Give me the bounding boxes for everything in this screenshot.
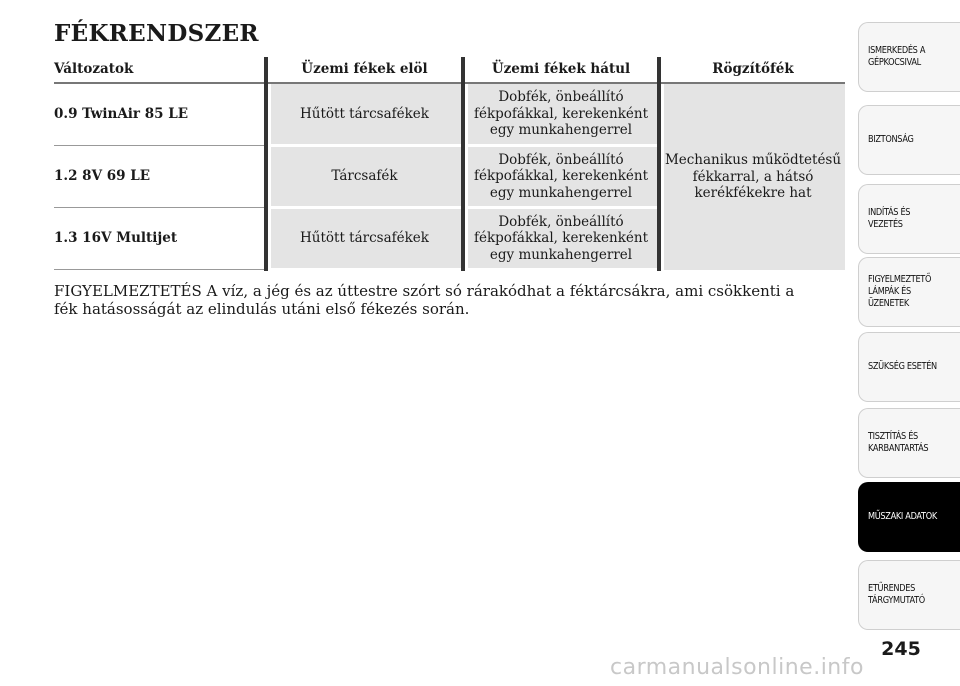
tab-label: TISZTÍTÁS ÉS KARBANTARTÁS [868,431,929,454]
rear-brake-cell: Dobfék, önbeállító fékpofákkal, kerekenként egy munkahengerrel [463,208,659,270]
tab-targymutato[interactable] [858,560,960,630]
rear-brake-cell: Dobfék, önbeállító fékpofákkal, kerekenként egy munkahengerrel [463,146,659,208]
model-cell: 1.3 16V Multijet [54,208,266,270]
parking-brake-cell: Mechanikus működtetésű fékkarral, a hátsó kerékfékekre hat [659,83,845,270]
tab-biztonsag[interactable] [858,105,960,175]
tab-muszaki-adatok[interactable] [858,482,960,552]
tab-tisztitas[interactable] [858,408,960,478]
table-row [54,83,845,146]
header-rear-brakes: Üzemi fékek hátul [463,57,659,83]
tab-label: FIGYELMEZTETŐ LÁMPÁK ÉS ÜZENETEK [868,274,932,309]
tab-label: BIZTONSÁG [868,134,914,145]
front-brake-cell: Hűtött tárcsafékek [266,208,463,270]
model-cell: 1.2 8V 69 LE [54,146,266,208]
header-variants: Változatok [54,57,266,83]
tab-label: MŰSZAKI ADATOK [868,511,937,522]
tab-inditas[interactable] [858,184,960,254]
header-front-brakes: Üzemi fékek elöl [266,57,463,83]
front-brake-cell: Tárcsafék [266,146,463,208]
tab-label: SZÜKSÉG ESETÉN [868,361,937,372]
tab-label: ISMERKEDÉS A GÉPKOCSIVAL [868,45,926,68]
warning-note: FIGYELMEZTETÉS A víz, a jég és az úttestre szórt só rárakódhat a féktárcsákra, ami csökkenti a fék hatásosságát az elindulás utáni első fékezés során. [54,282,795,318]
page-number: 245 [881,638,921,660]
tab-label: ETŰRENDES TÁRGYMUTATÓ [868,583,925,606]
tab-label: INDÍTÁS ÉS VEZETÉS [868,207,911,230]
header-parking-brake: Rögzítőfék [659,57,845,83]
front-brake-cell: Hűtött tárcsafékek [266,83,463,146]
watermark: carmanualsonline.info [610,655,864,680]
model-cell: 0.9 TwinAir 85 LE [54,83,266,146]
tab-szukseg[interactable] [858,332,960,402]
page-title: FÉKRENDSZER [54,20,259,47]
table-header-row [54,57,845,83]
tab-ismerkedes[interactable] [858,22,960,92]
tab-figyelmezteto[interactable] [858,257,960,327]
brake-spec-table [54,57,845,271]
rear-brake-cell: Dobfék, önbeállító fékpofákkal, kerekenként egy munkahengerrel [463,83,659,146]
